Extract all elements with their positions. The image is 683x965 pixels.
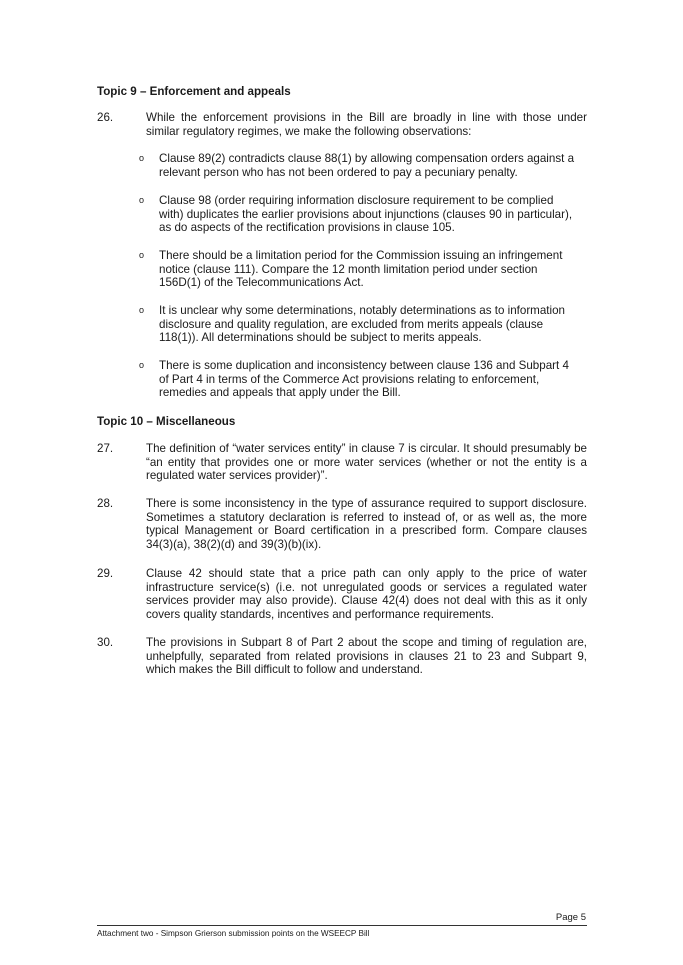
bullet-marker: o [139, 305, 145, 315]
paragraph-number: 29. [97, 567, 114, 580]
paragraph-29 [97, 567, 587, 621]
paragraph-text: The provisions in Subpart 8 of Part 2 about the scope and timing of regulation are, unhelpfully, separated from related provisions in clauses 21 to 23 and Subpart 9, which makes the Bill difficult to follow and understand. [146, 636, 587, 677]
paragraph-text: The definition of “water services entity” in clause 7 is circular. It should presumably be “an entity that provides one or more water services (whether or not the entity is a regulated water services provider)”. [146, 442, 587, 483]
bullet-text: There should be a limitation period for the Commission issuing an infringement notice (clause 111). Compare the 12 month limitation period under section 156D(1) of the Telecommunications Act. [159, 249, 563, 290]
bullet-marker: o [139, 195, 145, 205]
paragraph-27 [97, 442, 587, 483]
bullet-text: Clause 98 (order requiring information disclosure requirement to be complied with) duplicates the earlier provisions about injunctions (clauses 90 in particular), as do aspects of the rectification provisions in clause 105. [159, 194, 573, 235]
paragraph-number: 28. [97, 497, 114, 510]
paragraph-28 [97, 497, 587, 551]
bullet-marker: o [139, 250, 145, 260]
bullet-text: There is some duplication and inconsistency between clause 136 and Subpart 4 of Part 4 in terms of the Commerce Act provisions relating to enforcement, remedies and appeals that apply under the Bill. [159, 359, 569, 400]
footer-divider [97, 925, 587, 926]
bullet-text: Clause 89(2) contradicts clause 88(1) by allowing compensation orders against a relevant person who has not been ordered to pay a pecuniary penalty. [159, 152, 575, 179]
paragraph-number: 27. [97, 442, 114, 455]
page-number: Page 5 [555, 912, 586, 923]
bullet-item [139, 359, 579, 400]
bullet-item [139, 194, 579, 235]
footer-text: Attachment two - Simpson Grierson submission points on the WSEECP Bill [97, 929, 370, 938]
topic-10-heading: Topic 10 – Miscellaneous [97, 415, 236, 428]
topic-9-heading: Topic 9 – Enforcement and appeals [97, 85, 291, 98]
paragraph-number: 26. [97, 111, 114, 124]
bullet-marker: o [139, 360, 145, 370]
bullet-item [139, 304, 579, 345]
bullet-text: It is unclear why some determinations, notably determinations as to information disclosure and quality regulation, are excluded from merits appeals (clause 118(1)). All determinations should be subject to merits appeals. [159, 304, 565, 345]
bullet-marker: o [139, 153, 145, 163]
paragraph-text: Clause 42 should state that a price path can only apply to the price of water infrastructure service(s) (i.e. not unregulated goods or services a regulated water services provider may also provide). Clause 42(4) does not deal with this as it only covers quality standards, incentives and performance requirements. [146, 567, 587, 621]
paragraph-text: There is some inconsistency in the type of assurance required to support disclosure. Sometimes a statutory declaration is referred to instead of, or as well as, the more typical Management or Board certification in a prescribed form. Compare clauses 34(3)(a), 38(2)(d) and 39(3)(b)(ix). [146, 497, 587, 551]
bullet-item [139, 152, 579, 179]
paragraph-number: 30. [97, 636, 114, 649]
paragraph-text: While the enforcement provisions in the Bill are broadly in line with those under similar regulatory regimes, we make the following observations: [146, 111, 587, 138]
bullet-item [139, 249, 579, 290]
paragraph-26 [97, 111, 587, 138]
paragraph-30 [97, 636, 587, 677]
